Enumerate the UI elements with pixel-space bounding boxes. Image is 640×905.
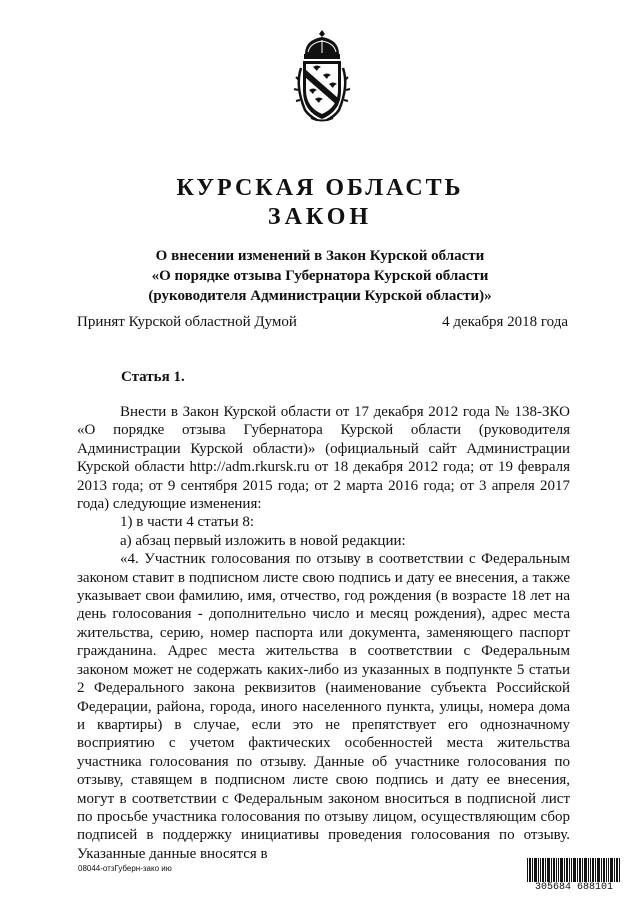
article-body	[77, 403, 570, 863]
article-paragraph: «4. Участник голосования по отзыву в соответствии с Федеральным законом ставит в подписном листе свою подпись и дату ее внесения, а также указывает свои фамилию, имя, отчество, год рождения (в возрасте 18 лет на день голосования - дополнительно число и месяц рождения), адрес места жительства, серию, номер паспорта или документа, заменяющего паспорт гражданина. Адрес места жительства в соответствии с Федеральным законом может не содержать каких-либо из указанных в подпункте 5 статьи 2 Федерального закона реквизитов (наименование субъекта Российской Федерации, района, города, иного населенного пункта, улицы, номера дома и квартиры) в случае, если это не препятствует его однозначному восприятию с учетом фактических особенностей места жительства участника голосования по отзыву. Данные об участнике голосования по отзыву, ставящем в подписном листе свою подпись и дату ее внесения, могут в соответствии с Федеральным законом вноситься в подписной лист по просьбе участника голосования по отзыву лицом, осуществляющим сбор подписей в поддержку инициативы проведения голосования по отзыву. Указанные данные вносятся в	[77, 551, 570, 862]
article-paragraph: 1) в части 4 статьи 8:	[120, 514, 255, 531]
barcode-number: 305684 688101	[527, 882, 621, 893]
subject-line: О внесении изменений в Закон Курской области	[155, 248, 485, 264]
subject-line: (руководителя Администрации Курской области)»	[148, 288, 492, 304]
kursk-coat-of-arms-icon	[289, 28, 355, 124]
law-subject	[0, 246, 640, 306]
subject-line: «О порядке отзыва Губернатора Курской области	[151, 268, 489, 284]
adoption-date: 4 декабря 2018 года	[442, 314, 568, 330]
file-code: 08044-отзГуберн-зако ию	[78, 864, 172, 873]
article-paragraph: а) абзац первый изложить в новой редакции:	[120, 532, 406, 549]
document-type-title: ЗАКОН	[267, 204, 373, 230]
region-title: КУРСКАЯ ОБЛАСТЬ	[176, 175, 464, 201]
article-paragraph: Внести в Закон Курской области от 17 декабря 2012 года № 138-ЗКО «О порядке отзыва Губернатора Курской области (руководителя Администрации Курской области)» (официальный сайт Администрации Курской области http://adm.rkursk.ru от 18 декабря 2012 года; от 19 февраля 2013 года; от 9 сентября 2015 года; от 2 марта 2016 года; от 3 апреля 2017 года) следующие изменения:	[77, 404, 570, 513]
adopted-by: Принят Курской областной Думой	[77, 314, 297, 330]
article-heading: Статья 1.	[121, 369, 185, 385]
